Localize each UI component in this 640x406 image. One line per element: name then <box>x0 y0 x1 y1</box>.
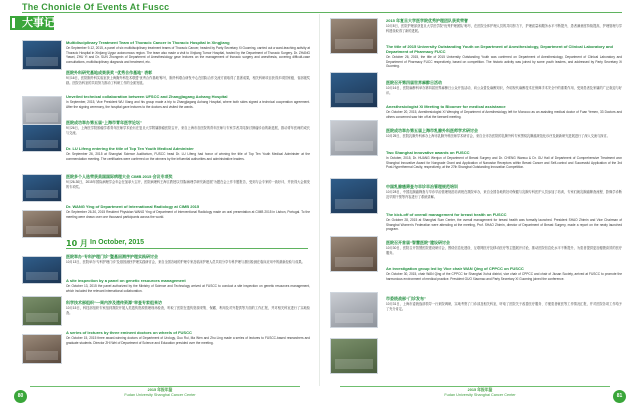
article-body: 10月15日，科技部组织专家组到我院开展人类遗传资源管理现场检查，听取了医院在遗传资源采集、保藏、利用及对外提供等方面的工作汇报，并对相关科室进行了实地检查。 <box>66 306 310 315</box>
october-article-2 <box>66 278 310 295</box>
article-heading: An investigation group led by Vice chair WAN Qing of CPPCC on FUSCC <box>386 266 524 271</box>
october-article-4 <box>66 330 310 347</box>
right-article-1 <box>386 18 622 35</box>
right-article-11 <box>386 296 622 313</box>
right-article-2 <box>386 44 622 71</box>
article-heading: Dr. LU Lifeng entering the title of Top Ten Youth Medical Administer <box>66 146 194 151</box>
article-body: On October 26, 2015, the title of 2015 University Outstanding Youth was conferred on Department of Anesthesiology, Department of Clinical Laboratory and Department of Pharmacy FUCC respectively, based on competition. The historic activity was joined by some youth leaders, and addressed by Party Secretary Xi Guoming. <box>386 55 622 69</box>
right-article-5 <box>386 128 622 141</box>
article-heading: 中国乳腺癌筛查与早诊早治管理规范培训 <box>386 184 458 189</box>
right-article-7 <box>386 184 622 201</box>
photo-conference <box>22 210 62 238</box>
page-gutter <box>319 14 320 386</box>
page-number-right: 81 <box>613 390 626 403</box>
article-heading: A site inspection by a panel on genetic resources management <box>66 278 186 283</box>
footer-divider-left <box>30 386 300 387</box>
photo-right-7 <box>330 338 378 374</box>
article-body: On September 26-30, 2015 Resident Physician WANG Ying of Department of Interventional Radiology made an oral presentation at CIMB 2015 in Lisbon, Portugal. To the meeting were drawn over one thousand participants across the world. <box>66 210 310 219</box>
left-article-1 <box>66 40 310 66</box>
article-body: 10月13日，医院举办“专科护理门诊”及基因测序护理实践研讨会，来自全国各地的护理专家及临床护理人员共同分享专科护理与基因检测在临床应用中的最新经验与成果。 <box>66 260 305 264</box>
right-article-8 <box>386 212 622 234</box>
article-heading: Two Shanghai innovative awards on FUSCC <box>386 150 470 155</box>
article-heading: The title of 2015 University Outstanding Youth on Department of Anesthesiology, Department of Clinical Laboratory and Department of Pharmacy FUCC <box>386 44 613 54</box>
article-body: On October 20, 2015, Anesthesiologist XI Wenqing of Department of Anesthesiology left for Morocco as an assisting medical doctor of Fuan Yemen, 33 Doctors and others concerned saw him off at the farewell meeting. <box>386 110 622 119</box>
article-body: On October 30, 2015, chair WAN Qing of the CPPCC for Shanghai Xuhui district, vice chair of CPPCC and chair of Jiusan Society, arrived at FUSCC to promote the harmonious environment of medical practice. President GUO Xiaomao and Party Secretary XI Guoming joined the conference. <box>386 272 622 281</box>
article-heading: 医院成功举办第五届上海市乳腺外科医师学术研讨会 <box>386 128 478 133</box>
article-heading: The kick-off of overall management for breast health on FUSCC <box>386 212 507 217</box>
article-heading: 医院外科研究基地成果获奖 “优秀合作基地” 表彰 <box>66 70 153 75</box>
footer-org: Fudan University Shanghai Cancer Center <box>124 393 196 397</box>
article-body: 10月8日，医院护理部获复旦大学医学院“优秀护理团队”称号，在医院全体护理人员的共同努力下，护理质量和服务水平不断提升，患者满意度持续提高，护理管理与学科建设取得了新的进展。 <box>386 24 622 33</box>
article-body: 10月25日，医院乳腺外科承办上海市乳腺外科医师学术研讨会，来自全市各医院的乳腺外科专家围绕乳腺癌规范化诊疗及最新研究进展进行了深入交流与探讨。 <box>386 134 610 138</box>
article-body: On September 9-12, 2015, a panel of six multidisciplinary treatment teams of Thoracic Cancer, headed by Party Secretary Xi Guoming, carried out a ward-teaching activity at Thoracic Hospital in Xinjiang Uygur autonomous region. The team also made a visit to Xinjiang Tumor Hospital, hosted by the Department of Thoracic Surgery. Dr. ZHANG Yawei, ZHU Yi and Dr. SUN Zhongmin of Department of Anesthesiology gave lectures on the management of thoracic surgery and anesthesia, covering difficult-case consultations, multidisciplinary diagnosis and treatment, etc. <box>66 46 310 64</box>
article-body: On October 28, 2015 at Shanghai Sum Center, the overall management for breast health was formally launched. President SHAO Zhimin and Vice Chairman of Shanghai Women's Federation were attending at the meeting, Prof. SHAO Zhimin, director of Department of Breast Surgery, made a report on the newly launched program. <box>386 218 622 232</box>
photo-lecture <box>22 174 62 202</box>
article-body: 9月26-30日，2015年国际病理学会年会在加拿大召开，医院病理科王海江教授以“国际病理学研究新进展”为题在会上作专题报告，受到与会专家的一致好评，并获得大会颁发的专项奖。 <box>66 180 310 189</box>
photo-forum <box>22 124 62 152</box>
left-article-6 <box>66 174 310 191</box>
article-heading: Anesthesiologist Xi Meeting to Bloomer for medical assistance <box>386 104 506 109</box>
left-article-7 <box>66 204 310 221</box>
footer-year: 2015 年报年鉴 <box>147 388 173 392</box>
left-article-5 <box>66 146 310 163</box>
photo-october-2 <box>22 296 62 326</box>
october-article-3 <box>66 300 310 317</box>
article-heading: Multidisciplinary Treatment Team of Thoracic Cancer in Thoracic Hospital in Xingjiang <box>66 40 230 45</box>
article-body: 9月26日，上海医学院肿瘤学系青年医师学术论坛在复旦大学附属肿瘤医院召开，来自上海市各医院的青年医师与专家学者共同探讨肿瘤诊治的新进展，推动青年医师的成长与交流。 <box>66 126 310 135</box>
article-body: On October 15, 2015 three award-winning doctors of Department of Urology, Guo Rui, Ma Wen and Zhu Ling made a series of lectures to FUSCC-based researchers and graduate students. Director ZHI Wei of Department of Science and Education presided over the meeting. <box>66 336 310 345</box>
article-heading: 医院召开首届“智慧医院”建设研讨会 <box>386 240 450 245</box>
photo-team <box>22 40 62 70</box>
footer-right-caption <box>440 388 520 398</box>
article-heading: Unveiled technical collaboration between UFSCC and Zhangjiagang Aohang Hospital <box>66 94 228 99</box>
photo-right-1 <box>330 18 378 54</box>
article-body: In October, 2015, Dr. HUANG Wenjun of Department of Breast Surgery and Dr. CHENG Wanwu & Dr. GU Hail of Department of Comprehensive Treatment won Shanghai Innovative Award for Nongrade Grant and Application of Nanostar Receptors within Breast Cancer and Self-control and Successful Application of the 3rd Post-Hyperthermal Cavity, respectively, at the 27th Shanghai Outstanding Innovation Competition. <box>386 156 622 170</box>
article-body: 10月30日，医院召开智慧医院建设研讨会，围绕信息化建设、互联网医疗及移动医疗等主题展开讨论，推动医院信息化水平不断提升，为患者提供更加便捷高效的医疗服务。 <box>386 246 622 255</box>
section-title: 大事记 <box>22 16 55 29</box>
footer-left-caption <box>120 388 200 398</box>
month-heading-zh: 10 月 <box>66 239 88 248</box>
article-body: 10月28日，中国乳腺癌筛查与早诊早治管理规范培训班在我院举办，来自全国各地的妇幼保健与乳腺专科医护人员参加了培训，专家们就乳腺癌筛查流程、影像学诊断及早期干预等内容进行了系统讲解。 <box>386 190 622 199</box>
photo-october-1 <box>22 256 62 284</box>
left-article-4 <box>66 120 310 137</box>
october-article-1 <box>66 254 310 267</box>
article-heading: 2015 年复旦大学医学院优秀护理团队获奖荣誉 <box>386 18 469 23</box>
article-heading: 医院多个人选荣获美国国际病理大会 CIMB 2015 会议专项奖 <box>66 174 173 179</box>
article-body: On September 26, 2015 at Shanghai Science Auditorium, FUSCC head Dr. LU Lifeng had honor of winning the title of Top Ten Youth Medical Administer at the commendation meeting. The certificates were conferred on the winners by the influential authorities and administrative leaders. <box>66 152 310 161</box>
article-body: On October 13, 2015 the panel authorized by the Ministry of Science and Technology arrived at FUSCC to conduct a site inspection on genetic resources management, which included the relevant international collaboration. <box>66 284 310 293</box>
photo-right-2 <box>330 72 378 108</box>
article-body: In September, 2015, Vice President WU Xiang and his group made a trip to Zhangjiagang Aohang Hospital, where both sides signed a technical cooperation agreement. After the signing ceremony, the hospital gave lectures to the doctors and visited the wards. <box>66 100 310 109</box>
month-heading-en: In October, 2015 <box>90 239 145 246</box>
footer-org: Fudan University Shanghai Cancer Center <box>444 393 516 397</box>
footer-year: 2015 年报年鉴 <box>467 388 493 392</box>
article-heading: 市委统战部“门诊发布” <box>386 296 426 301</box>
right-article-10 <box>386 266 622 283</box>
month-divider <box>66 248 308 249</box>
article-body: 10月31日，上海市委统战部领导一行来院调研，实地考察了门诊部及相关科室，听取了医院关于改善医疗服务、方便患者就医等工作情况汇报，并对医院各项工作给予了充分肯定。 <box>386 302 622 311</box>
article-heading: 医院成功举办第五届“上海市青年医学论坛” <box>66 120 142 125</box>
right-article-3 <box>386 80 622 97</box>
header-divider <box>22 12 622 13</box>
left-article-2 <box>66 70 310 87</box>
month-heading <box>66 238 186 248</box>
article-heading: 科学技术部组织“一周内涉及遗传资源”审查专家组来访 <box>66 300 162 305</box>
right-article-6 <box>386 150 622 172</box>
right-article-9 <box>386 240 622 257</box>
left-article-3 <box>66 94 310 111</box>
article-heading: 医院召开第四届世界麻醉日活动 <box>386 80 442 85</box>
photo-award <box>22 96 62 126</box>
article-heading: 医院举办“专科护理门诊”暨基因测序护理实践研讨会 <box>66 254 158 259</box>
right-article-4 <box>386 104 622 121</box>
article-heading: Dr. WANG Ying of Department of International Radiology at CIMB 2015 <box>66 204 200 209</box>
page-header-title: The Chonicle Of Events At Fuscc <box>22 2 170 12</box>
page-number-left: 80 <box>14 390 27 403</box>
photo-right-6 <box>330 292 378 328</box>
article-heading: A series of lectures by three eminent doctors on wheels of FUSCC <box>66 330 192 335</box>
photo-right-3 <box>330 120 378 156</box>
article-body: 9月16日，医院胸外科实验室获上海胸外科技术联盟“优秀合作基地”称号，胸外科联合研发中心在国际合作交流方面取得了显著成果，相关科研项目获得多项国家级、省部级奖励。医院各科室的共同努力推动了科研工作的全面发展。 <box>66 76 310 85</box>
article-body: 10月16日，医院麻醉科举办第四届世界麻醉日公众开放活动，向公众普及麻醉知识，介绍现代麻醉技术在保障手术安全中的重要作用，受到患者及家属的广泛欢迎与好评。 <box>386 86 622 95</box>
footer-divider-right <box>340 386 610 387</box>
photo-october-3 <box>22 334 62 364</box>
bookmark-icon <box>12 18 20 28</box>
photo-right-4 <box>330 178 378 214</box>
photo-right-5 <box>330 236 378 272</box>
